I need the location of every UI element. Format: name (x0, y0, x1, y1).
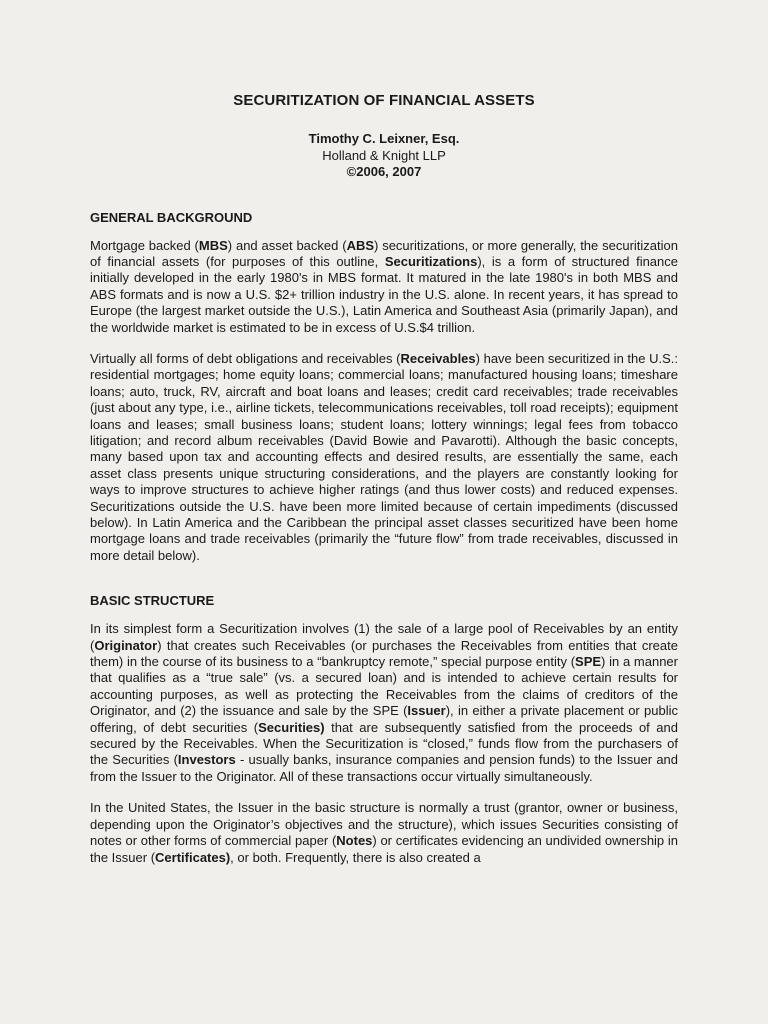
defined-term: ABS (346, 237, 375, 253)
paragraph: Mortgage backed (MBS) and asset backed (ABS) securitizations, or more generally, the securitization of financial assets (for purposes of this outline, Securitizations), is a form of structured finance initially developed in the early 1980's in MBS format. It matured in the late 1980's in both MBS and ABS formats and is now a U.S. $2+ trillion industry in the U.S. alone. In recent years, it has spread to Europe (the largest market outside the U.S.), Latin America and Southeast Asia (primarily Japan), and the worldwide market is estimated to be in excess of U.S.$4 trillion. (90, 237, 678, 335)
defined-term: Originator (94, 637, 158, 653)
defined-term: Notes (336, 833, 373, 849)
section-heading: BASIC STRUCTURE (90, 593, 215, 609)
section-general-background (90, 210, 678, 565)
defined-term: MBS (198, 237, 228, 253)
defined-term: SPE (575, 654, 602, 670)
defined-term: Receivables (400, 350, 476, 366)
defined-term: Certificates) (155, 849, 231, 865)
defined-term: Investors (177, 752, 236, 768)
section-basic-structure (90, 593, 678, 866)
defined-term: Securitizations (384, 253, 478, 269)
author-firm: Holland & Knight LLP (322, 147, 446, 163)
paragraph: Virtually all forms of debt obligations and receivables (Receivables) have been securitized in the U.S.: residential mortgages; home equity loans; commercial loans; manufactured housing loans; timeshare loans; auto, truck, RV, aircraft and boat loans and leases; credit card receivables; trade receivables (just about any type, i.e., airline tickets, telecommunications receivables, toll road receipts); equipment loans and leases; small business loans; student loans; lottery winnings; legal fees from tobacco litigation; and record album receivables (David Bowie and Pavarotti). Although the basic concepts, many based upon tax and accounting effects and desired results, are essentially the same, each asset class presents unique structuring considerations, and the players are constantly looking for ways to improve structures to achieve higher ratings (and thus lower costs) and reduced expenses. Securitizations outside the U.S. have been more limited because of certain impediments (discussed below). In Latin America and the Caribbean the principal asset classes securitized have been home mortgage loans and trade receivables (primarily the “future flow” from trade receivables, discussed in more detail below). (90, 350, 678, 563)
defined-term: Issuer (407, 703, 446, 719)
defined-term: Securities) (258, 719, 325, 735)
document-title: SECURITIZATION OF FINANCIAL ASSETS (233, 92, 535, 109)
paragraph: In its simplest form a Securitization involves (1) the sale of a large pool of Receivables by an entity (Originator) that creates such Receivables (or purchases the Receivables from entities that create them) in the course of its business to a “bankruptcy remote,” special purpose entity (SPE) in a manner that qualifies as a “true sale” (vs. a secured loan) and is intended to achieve certain results for accounting purposes, as well as protecting the Receivables from the claims of creditors of the Originator, and (2) the issuance and sale by the SPE (Issuer), in either a private placement or public offering, of debt securities (Securities) that are subsequently satisfied from the proceeds of and secured by the Receivables. When the Securitization is “closed,” funds flow from the purchasers of the Securities (Investors - usually banks, insurance companies and pension funds) to the Issuer and from the Issuer to the Originator. All of these transactions occur virtually simultaneously. (90, 621, 679, 784)
author-copyright: ©2006, 2007 (346, 164, 422, 179)
author-name: Timothy C. Leixner, Esq. (308, 131, 460, 146)
paragraph: In the United States, the Issuer in the basic structure is normally a trust (grantor, owner or business, depending upon the Originator’s objectives and the structure), which issues Securities consisting of notes or other forms of commercial paper (Notes) or certificates evidencing an undivided ownership in the Issuer (Certificates), or both. Frequently, there is also created a (90, 800, 678, 865)
author-block (90, 131, 678, 181)
document-body (90, 92, 678, 881)
section-heading: GENERAL BACKGROUND (90, 209, 253, 225)
